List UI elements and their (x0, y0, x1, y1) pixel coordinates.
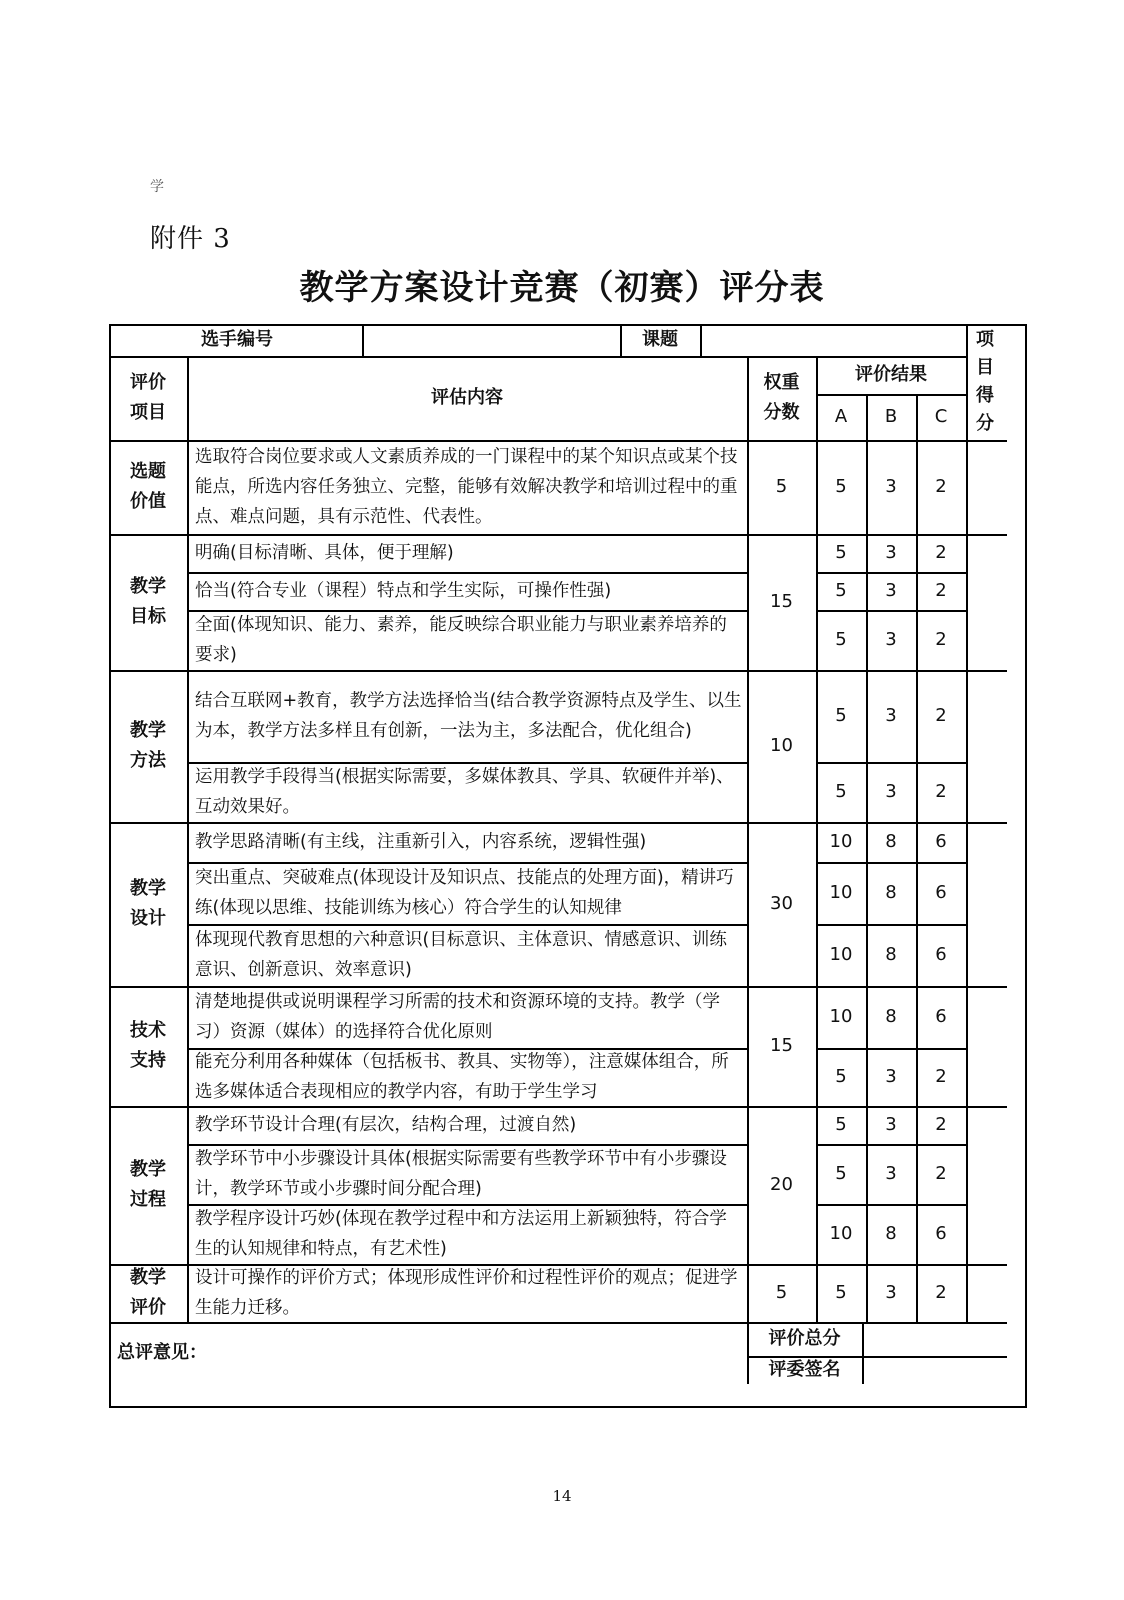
grade-c-header: C (934, 406, 948, 427)
criterion-text: 设计可操作的评价方式；体现形成性评价和过程性评价的观点；促进学生能力迁移。 (195, 1268, 738, 1318)
weight-value: 15 (770, 1035, 793, 1056)
score-c: 6 (935, 1223, 947, 1244)
weight-value: 5 (775, 1282, 788, 1303)
score-a: 10 (829, 1223, 853, 1244)
category-label: 教学评价 (130, 1267, 166, 1318)
criterion-text: 结合互联网+教育，教学方法选择恰当(结合教学资源特点及学生、以生为本，教学方法多样且有创新，一法为主，多法配合，优化组合) (195, 691, 742, 741)
criterion-text: 突出重点、突破难点(体现设计及知识点、技能点的处理方面)，精讲巧练(体现以思维、技能训练为核心）符合学生的认知规律 (195, 868, 734, 918)
criterion-text: 教学环节设计合理(有层次，结构合理，过渡自然) (195, 1115, 577, 1135)
score-a: 5 (835, 1066, 847, 1087)
criterion-text: 体现现代教育思想的六种意识(目标意识、主体意识、情感意识、训练意识、创新意识、效率意识) (195, 930, 727, 980)
total-score-label: 评价总分 (768, 1328, 841, 1349)
weight-value: 10 (770, 735, 793, 756)
judge-signature-label: 评委签名 (768, 1359, 841, 1380)
score-a: 5 (835, 629, 847, 650)
score-a: 5 (835, 580, 847, 601)
score-c: 6 (935, 1006, 947, 1027)
topic-field (700, 324, 966, 356)
score-c: 2 (935, 1114, 947, 1135)
score-a: 5 (835, 476, 847, 497)
score-c: 6 (935, 831, 947, 852)
page-number: 14 (552, 1487, 572, 1505)
player-number-field (362, 324, 620, 356)
form-title: 教学方案设计竞赛（初赛）评分表 (299, 268, 825, 308)
topic-label: 课题 (642, 329, 678, 350)
criterion-text: 选取符合岗位要求或人文素质养成的一门课程中的某个知识点或某个技能点，所选内容任务独立、完整，能够有效解决教学和培训过程中的重点、难点问题，具有示范性、代表性。 (195, 447, 738, 527)
score-a: 5 (835, 1114, 847, 1135)
overall-comments-label: 总评意见： (117, 1342, 207, 1363)
score-b: 8 (885, 831, 897, 852)
category-label: 教学过程 (130, 1159, 166, 1210)
score-b: 8 (885, 944, 897, 965)
criterion-text: 能充分利用各种媒体（包括板书、教具、实物等），注意媒体组合，所选多媒体适合表现相应的教学内容，有助于学生学习 (195, 1052, 729, 1102)
category-label: 技术支持 (130, 1020, 166, 1071)
criterion-text: 教学思路清晰(有主线，注重新引入，内容系统，逻辑性强) (195, 832, 647, 852)
result-header: 评价结果 (855, 364, 927, 385)
criterion-text: 清楚地提供或说明课程学习所需的技术和资源环境的支持。教学（学习）资源（媒体）的选择符合优化原则 (195, 992, 720, 1042)
score-a: 10 (829, 831, 853, 852)
criterion-text: 明确(目标清晰、具体，便于理解) (195, 543, 454, 563)
criterion-text: 恰当(符合专业（课程）特点和学生实际，可操作性强) (195, 581, 612, 601)
annex-label: 附件 3 (150, 224, 231, 254)
score-a: 5 (835, 705, 847, 726)
score-c: 2 (935, 1282, 947, 1303)
weight-value: 30 (770, 893, 793, 914)
content-header: 评估内容 (431, 387, 503, 408)
score-b: 3 (885, 476, 897, 497)
score-b: 3 (885, 1066, 897, 1087)
score-c: 6 (935, 882, 947, 903)
score-a: 5 (835, 781, 847, 802)
score-a: 10 (829, 1006, 853, 1027)
score-a: 5 (835, 1282, 847, 1303)
score-c: 2 (935, 629, 947, 650)
score-b: 3 (885, 629, 897, 650)
score-c: 6 (935, 944, 947, 965)
weight-value: 20 (770, 1174, 793, 1195)
score-c: 2 (935, 781, 947, 802)
score-c: 2 (935, 476, 947, 497)
criterion-text: 全面(体现知识、能力、素养，能反映综合职业能力与职业素养培养的要求) (195, 615, 727, 665)
weight-header: 权重分数 (763, 372, 800, 423)
score-a: 5 (835, 1163, 847, 1184)
category-label: 选题价值 (130, 461, 166, 512)
category-label: 教学目标 (130, 576, 166, 627)
grade-b-header: B (884, 406, 898, 427)
category-label: 教学方法 (130, 720, 166, 771)
score-a: 5 (835, 542, 847, 563)
score-c: 2 (935, 1163, 947, 1184)
score-b: 3 (885, 1114, 897, 1135)
category-label: 教学设计 (130, 878, 166, 929)
criterion-text: 运用教学手段得当(根据实际需要，多媒体教具、学具、软硬件并举)、互动效果好。 (195, 767, 734, 817)
total-score-field (862, 1322, 1007, 1356)
criterion-text: 教学程序设计巧妙(体现在教学过程中和方法运用上新颖独特，符合学生的认知规律和特点，有艺术性) (195, 1209, 727, 1259)
score-b: 8 (885, 1223, 897, 1244)
score-b: 3 (885, 542, 897, 563)
score-b: 8 (885, 882, 897, 903)
score-a: 10 (829, 882, 853, 903)
score-b: 3 (885, 781, 897, 802)
weight-value: 15 (770, 591, 793, 612)
score-b: 3 (885, 1163, 897, 1184)
score-c: 2 (935, 1066, 947, 1087)
score-c: 2 (935, 580, 947, 601)
score-a: 10 (829, 944, 853, 965)
score-c: 2 (935, 705, 947, 726)
player-number-label: 选手编号 (201, 329, 273, 350)
score-b: 8 (885, 1006, 897, 1027)
score-b: 3 (885, 705, 897, 726)
score-b: 3 (885, 1282, 897, 1303)
judge-signature-field (862, 1356, 1007, 1384)
item-score-header: 项目得分 (976, 329, 994, 434)
stray-mark: 学 (150, 179, 164, 195)
weight-value: 5 (775, 476, 788, 497)
score-b: 3 (885, 580, 897, 601)
eval-item-header: 评价项目 (130, 372, 166, 423)
score-c: 2 (935, 542, 947, 563)
grade-a-header: A (834, 406, 848, 427)
criterion-text: 教学环节中小步骤设计具体(根据实际需要有些教学环节中有小步骤设计，教学环节或小步骤时间分配合理) (195, 1149, 727, 1199)
